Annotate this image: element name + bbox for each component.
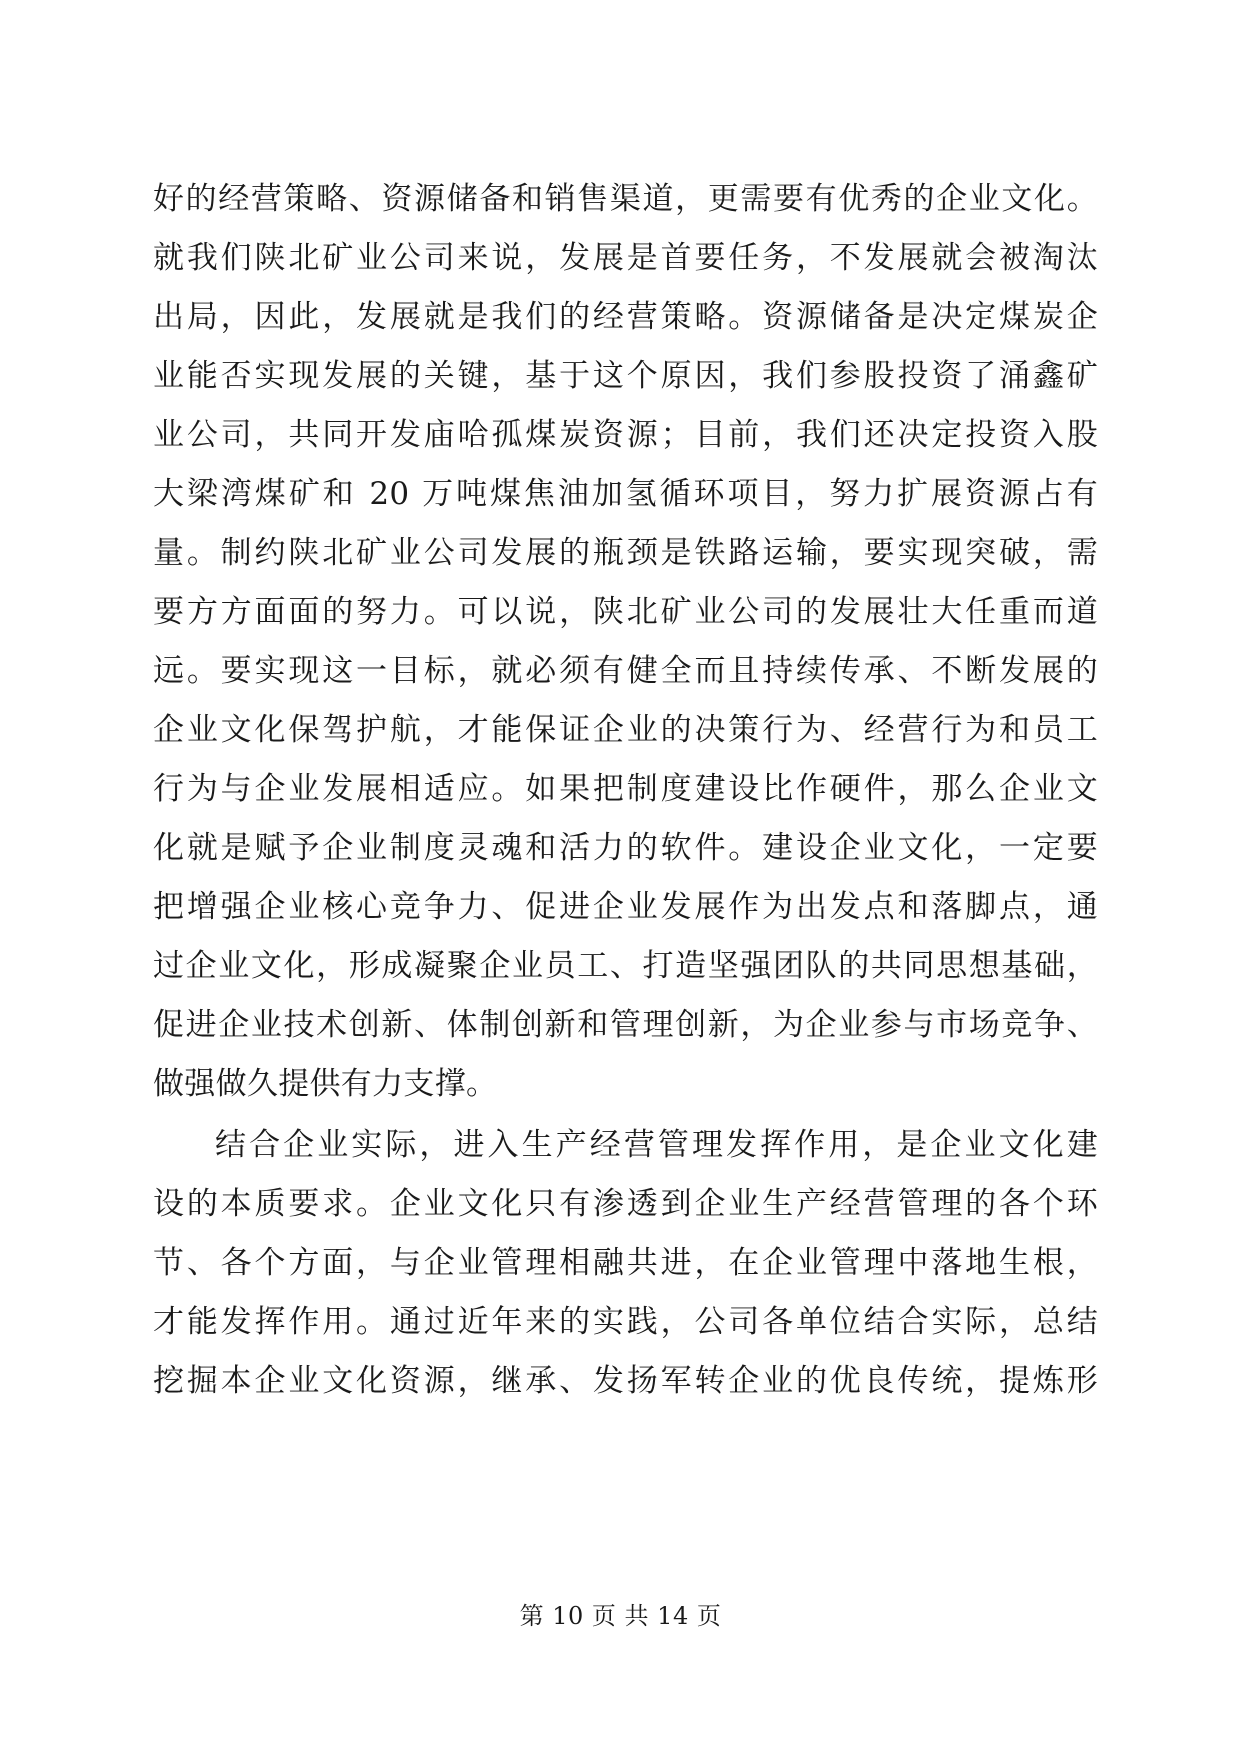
text-line: 业公司，共同开发庙哈孤煤炭资源；目前，我们还决定投资入股 (153, 417, 1098, 453)
text-line: 业能否实现发展的关键，基于这个原因，我们参股投资了涌鑫矿 (153, 358, 1098, 394)
text-line: 过企业文化，形成凝聚企业员工、打造坚强团队的共同思想基础， (153, 948, 1098, 984)
text-line: 要方方面面的努力。可以说，陕北矿业公司的发展壮大任重而道 (153, 594, 1098, 630)
text-line: 远。要实现这一目标，就必须有健全而且持续传承、不断发展的 (153, 653, 1098, 689)
text-line: 才能发挥作用。通过近年来的实践，公司各单位结合实际，总结 (153, 1304, 1098, 1340)
text-line: 出局，因此，发展就是我们的经营策略。资源储备是决定煤炭企 (153, 299, 1098, 335)
text-line: 行为与企业发展相适应。如果把制度建设比作硬件，那么企业文 (153, 771, 1098, 807)
text-line: 量。制约陕北矿业公司发展的瓶颈是铁路运输，要实现突破，需 (153, 535, 1098, 571)
page-number-footer: 第 10 页 共 14 页 (519, 1602, 722, 1630)
text-line: 大梁湾煤矿和 20 万吨煤焦油加氢循环项目，努力扩展资源占有 (153, 476, 1098, 512)
text-line: 企业文化保驾护航，才能保证企业的决策行为、经营行为和员工 (153, 712, 1098, 748)
text-line: 就我们陕北矿业公司来说，发展是首要任务，不发展就会被淘汰 (153, 240, 1098, 276)
text-line: 挖掘本企业文化资源，继承、发扬军转企业的优良传统，提炼形 (153, 1363, 1098, 1399)
text-line: 促进企业技术创新、体制创新和管理创新，为企业参与市场竞争、 (153, 1007, 1098, 1043)
text-line: 化就是赋予企业制度灵魂和活力的软件。建设企业文化，一定要 (153, 830, 1098, 866)
text-line-paragraph-start: 结合企业实际，进入生产经营管理发挥作用，是企业文化建 (215, 1127, 1098, 1163)
text-line-paragraph-end: 做强做久提供有力支撑。 (153, 1066, 498, 1102)
text-line: 节、各个方面，与企业管理相融共进，在企业管理中落地生根， (153, 1245, 1098, 1281)
body-text (153, 170, 1098, 1411)
text-line: 设的本质要求。企业文化只有渗透到企业生产经营管理的各个环 (153, 1186, 1098, 1222)
text-line: 把增强企业核心竞争力、促进企业发展作为出发点和落脚点，通 (153, 889, 1098, 925)
text-line: 好的经营策略、资源储备和销售渠道，更需要有优秀的企业文化。 (153, 181, 1098, 217)
